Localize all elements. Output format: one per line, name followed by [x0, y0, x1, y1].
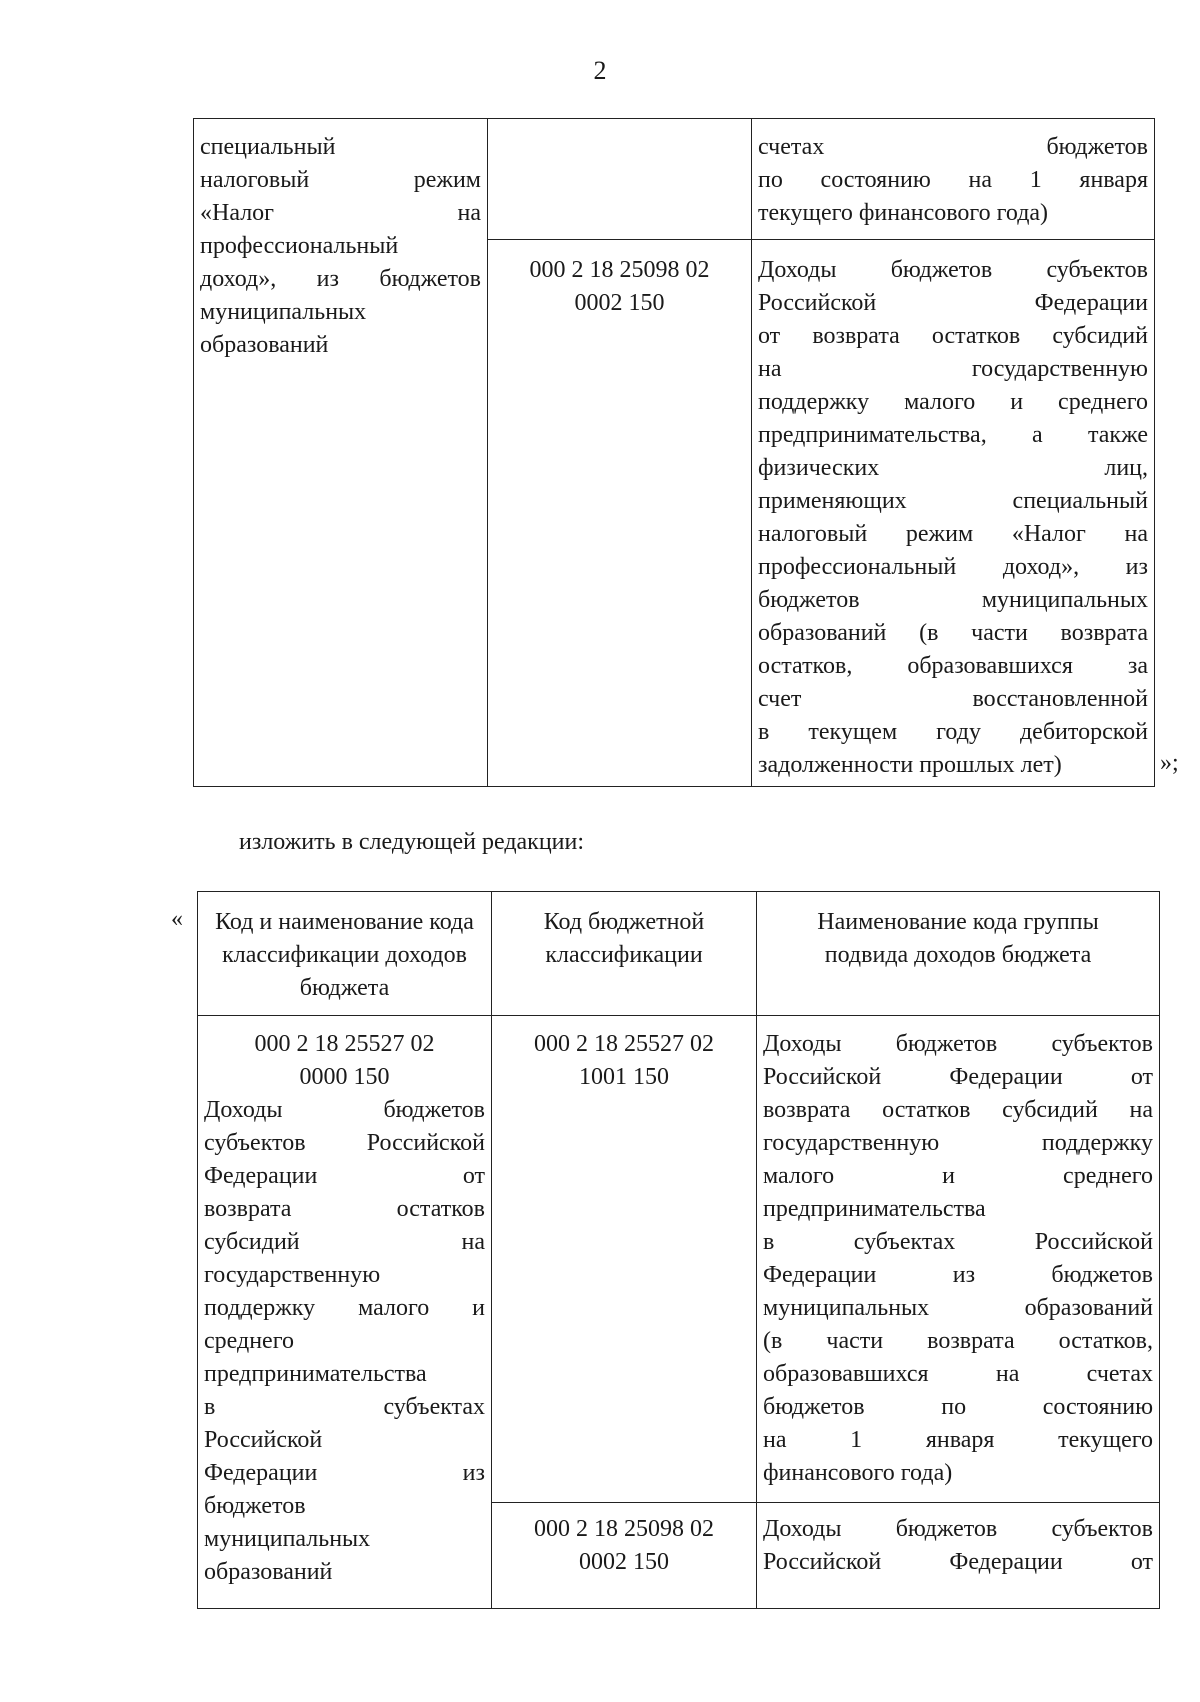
- page-number: 2: [593, 56, 607, 85]
- text-line: субсидий на: [204, 1229, 485, 1255]
- code-line: 000 2 18 25527 02: [254, 1031, 435, 1057]
- text-line: государственную: [204, 1262, 381, 1288]
- opening-quote: «: [171, 906, 183, 932]
- text-line: профессиональный доход», из: [758, 554, 1148, 580]
- table-row: [194, 119, 1155, 240]
- text-line: образований (в части возврата: [758, 620, 1148, 646]
- text-line: муниципальных: [200, 299, 367, 325]
- text-line: государственную поддержку: [763, 1130, 1153, 1156]
- income-name-cell: [757, 1503, 1160, 1609]
- text-line: счет восстановленной: [758, 686, 1148, 712]
- text-line: малого и среднего: [763, 1163, 1153, 1189]
- text-line: Доходы бюджетов субъектов: [758, 257, 1148, 283]
- income-name-cell: [757, 1016, 1160, 1503]
- text-line: в текущем году дебиторской: [758, 719, 1148, 745]
- budget-code-cell: [488, 240, 752, 787]
- text-line: муниципальных образований: [763, 1295, 1153, 1321]
- text-line: возврата остатков: [204, 1196, 485, 1222]
- text-line: от возврата остатков субсидий: [758, 323, 1148, 349]
- text-line: Федерации от: [204, 1163, 485, 1189]
- classification-name-cell: [194, 119, 488, 787]
- text-line: «Налог на: [200, 200, 481, 226]
- text-line: (в части возврата остатков,: [763, 1328, 1153, 1354]
- text-line: Российской Федерации от: [763, 1549, 1153, 1575]
- text-line: Федерации из: [204, 1460, 485, 1486]
- text-line: бюджетов: [204, 1493, 306, 1519]
- new-edition-table: [197, 891, 1160, 1609]
- text-line: образований: [200, 332, 329, 358]
- text-line: в субъектах: [204, 1394, 485, 1420]
- text-line: предпринимательства: [204, 1361, 427, 1387]
- text-line: возврата остатков субсидий на: [763, 1097, 1153, 1123]
- code-line: 000 2 18 25098 02: [529, 257, 710, 283]
- text-line: на 1 января текущего: [763, 1427, 1153, 1453]
- text-line: по состоянию на 1 января: [758, 167, 1148, 193]
- closing-quote: »;: [1160, 750, 1179, 776]
- text-line: доход», из бюджетов: [200, 266, 481, 292]
- text-line: поддержку малого и среднего: [758, 389, 1148, 415]
- text-line: специальный: [200, 134, 336, 160]
- code-line: 000 2 18 25098 02: [534, 1516, 714, 1542]
- empty-code-cell: [488, 119, 752, 240]
- code-line: 0002 150: [579, 1549, 669, 1575]
- income-name-cell: [752, 240, 1155, 787]
- text-line: Доходы бюджетов субъектов: [763, 1031, 1153, 1057]
- budget-code-cell: [492, 1503, 757, 1609]
- table-header-row: [198, 892, 1160, 1016]
- text-line: поддержку малого и: [204, 1295, 485, 1321]
- text-line: среднего: [204, 1328, 294, 1354]
- text-line: Федерации из бюджетов: [763, 1262, 1153, 1288]
- text-line: Российской Федерации от: [763, 1064, 1153, 1090]
- text-line: профессиональный: [200, 233, 399, 259]
- instruction-text: изложить в следующей редакции:: [239, 829, 585, 855]
- text-line: применяющих специальный: [758, 488, 1148, 514]
- text-line: муниципальных: [204, 1526, 371, 1552]
- text-line: Российской: [204, 1427, 323, 1453]
- header-budget-code: Код бюджетной классификации: [492, 892, 757, 1016]
- code-line: 000 2 18 25527 02: [534, 1031, 714, 1057]
- text-line: счетах бюджетов: [758, 134, 1148, 160]
- text-line: в субъектах Российской: [763, 1229, 1153, 1255]
- text-line: образовавшихся на счетах: [763, 1361, 1153, 1387]
- code-line: 0000 150: [299, 1064, 390, 1090]
- header-income-name: Наименование кода группы подвида доходов бюджета: [757, 892, 1160, 1016]
- code-line: 1001 150: [579, 1064, 669, 1090]
- text-line: налоговый режим «Налог на: [758, 521, 1148, 547]
- header-classification: Код и наименование кода классификации доходов бюджета: [198, 892, 492, 1016]
- code-line: 0002 150: [574, 290, 665, 316]
- previous-edition-table: [193, 118, 1155, 787]
- text-line: предпринимательства, а также: [758, 422, 1148, 448]
- text-line: физических лиц,: [758, 455, 1148, 481]
- text-line: предпринимательства: [763, 1196, 986, 1222]
- text-line: Российской Федерации: [758, 290, 1148, 316]
- classification-cell: [198, 1016, 492, 1609]
- text-line: задолженности прошлых лет): [758, 752, 1062, 778]
- text-line: финансового года): [763, 1460, 953, 1486]
- income-name-cell: [752, 119, 1155, 240]
- text-line: субъектов Российской: [204, 1130, 485, 1156]
- budget-code-cell: [492, 1016, 757, 1503]
- text-line: налоговый режим: [200, 167, 481, 193]
- text-line: бюджетов муниципальных: [758, 587, 1148, 613]
- text-line: текущего финансового года): [758, 200, 1049, 226]
- text-line: остатков, образовавшихся за: [758, 653, 1148, 679]
- text-line: образований: [204, 1559, 333, 1585]
- text-line: Доходы бюджетов субъектов: [763, 1516, 1153, 1542]
- table-row: [198, 1016, 1160, 1503]
- text-line: бюджетов по состоянию: [763, 1394, 1153, 1420]
- text-line: Доходы бюджетов: [204, 1097, 485, 1123]
- text-line: на государственную: [758, 356, 1148, 382]
